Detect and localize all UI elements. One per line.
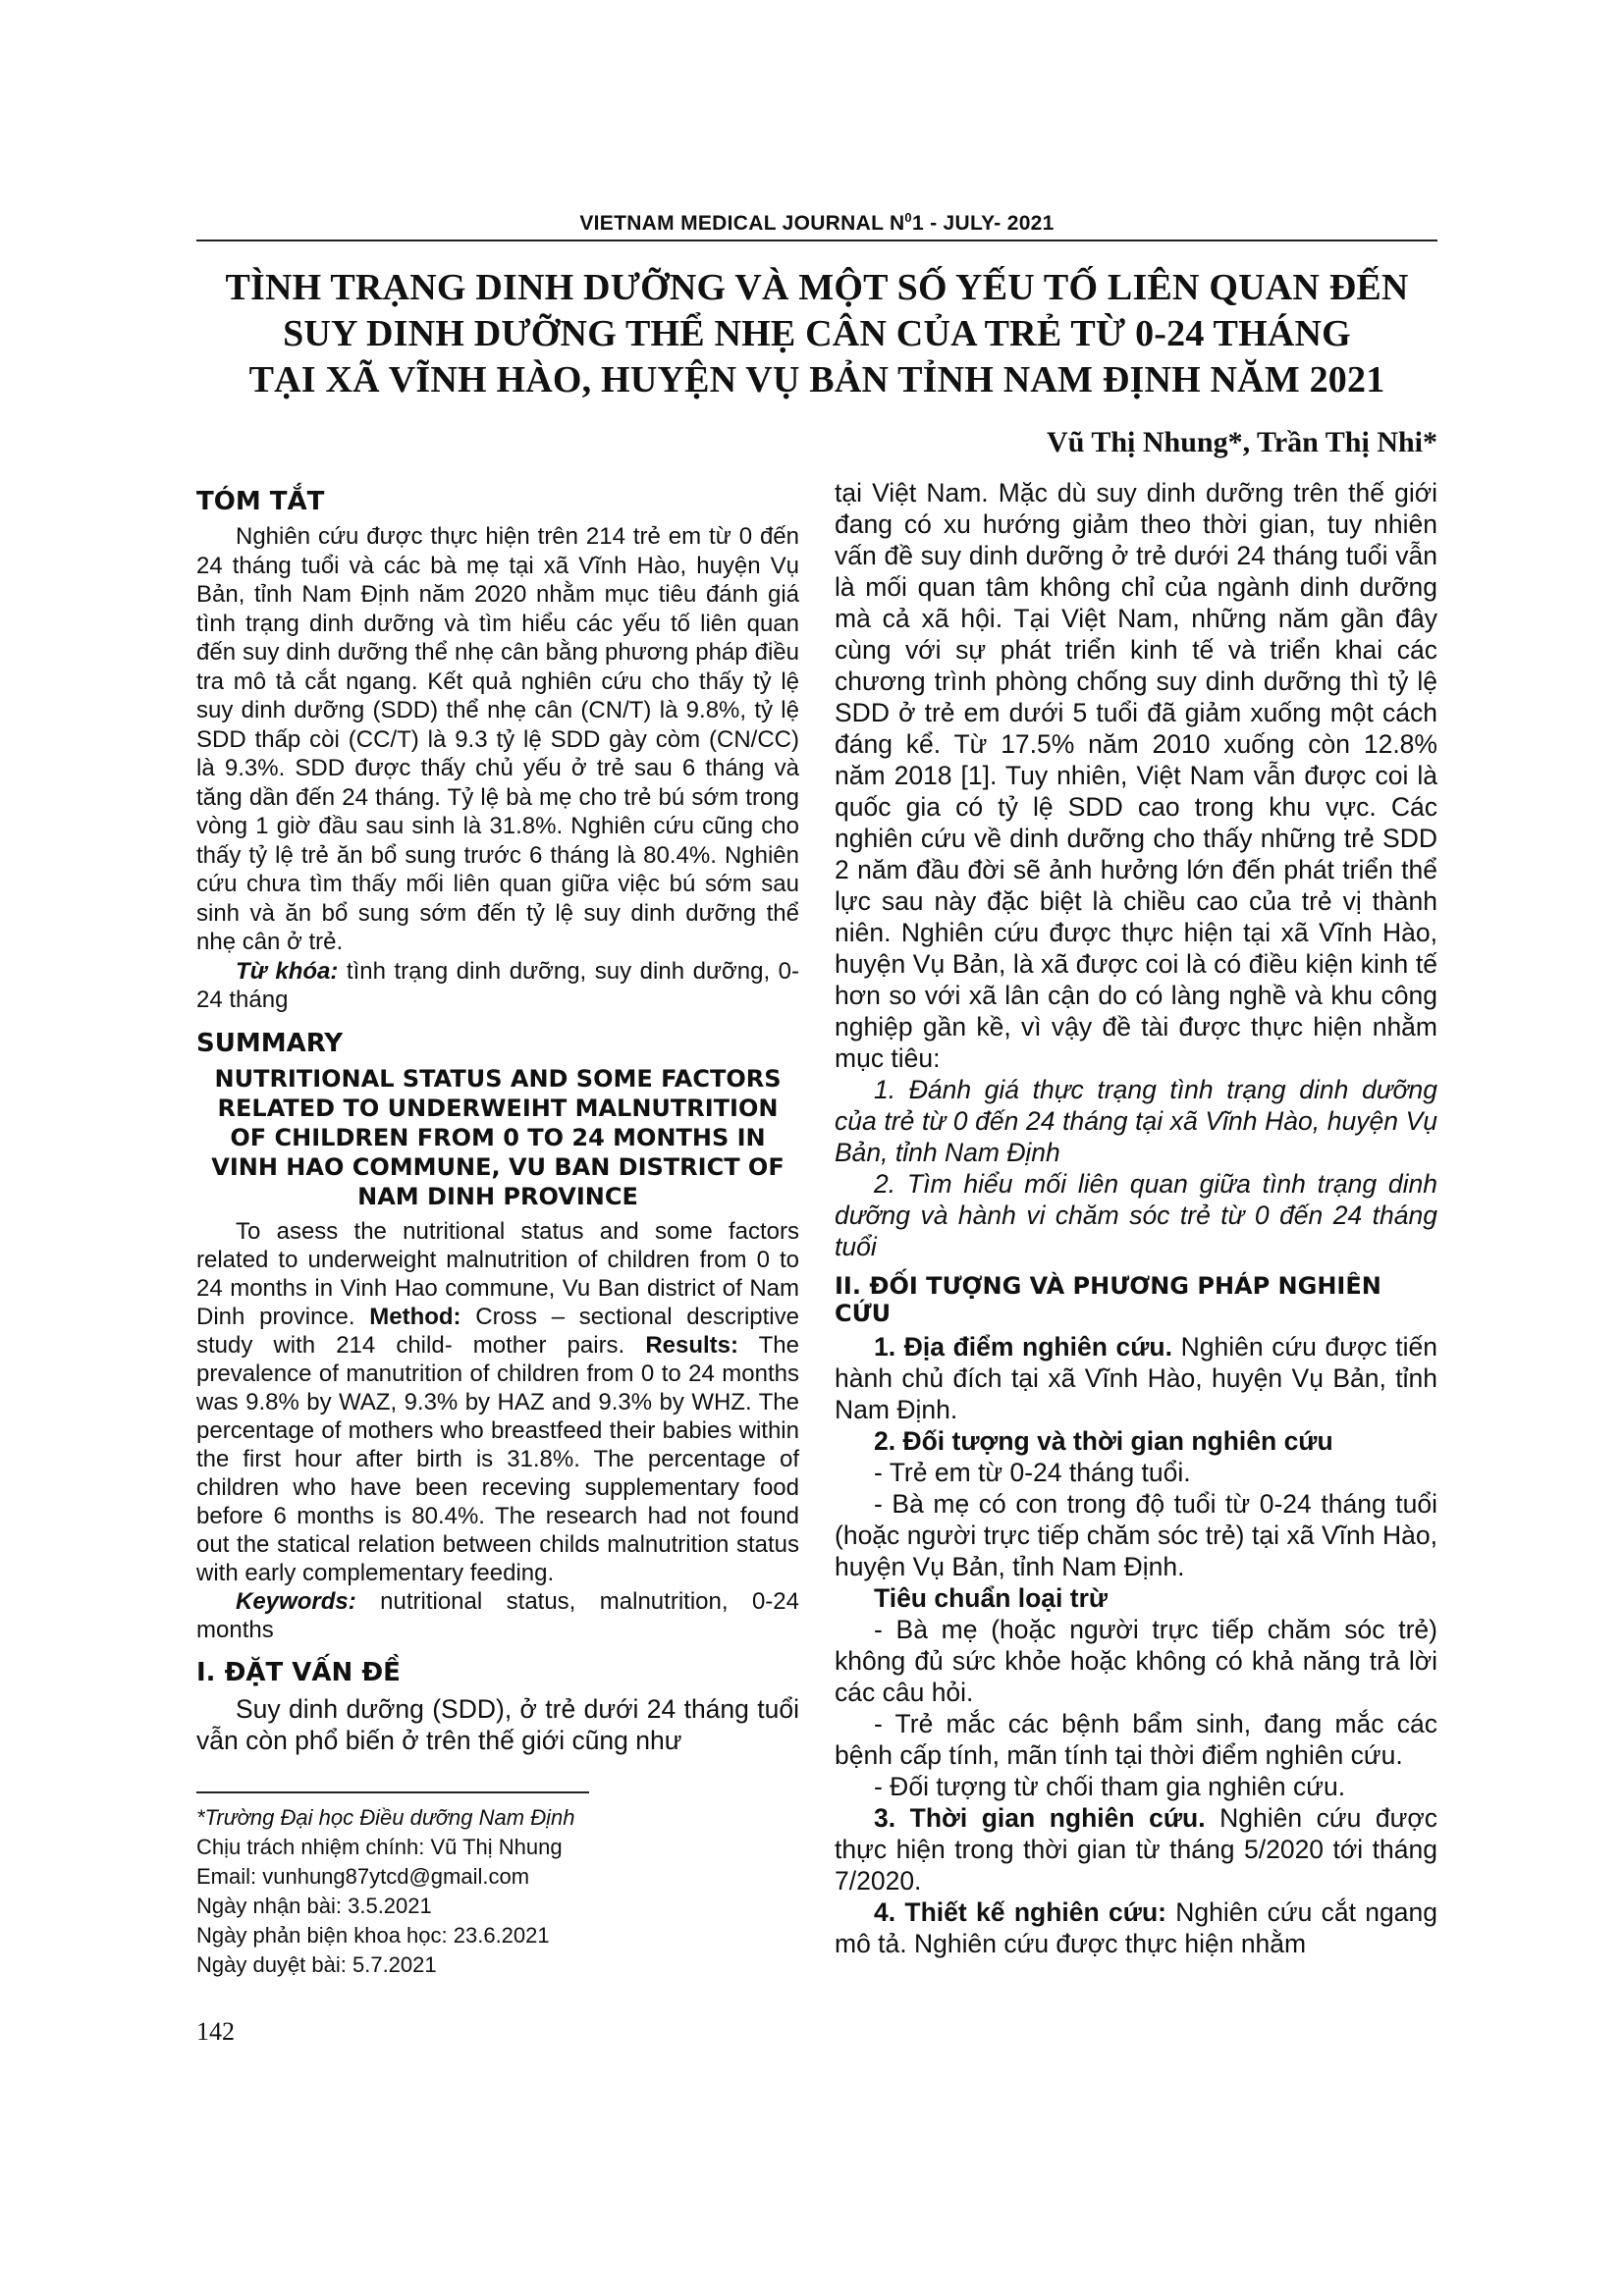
s2-design-text: Nghiên cứu cắt ngang mô tả. Nghiên cứu được thực hiện nhằm [835, 1897, 1437, 1958]
footnote-rule [196, 1791, 589, 1793]
footnote-accepted: Ngày duyệt bài: 5.7.2021 [196, 1951, 437, 1977]
page-number: 142 [196, 2017, 235, 2046]
summary-intro: To asess the nutritional status and some factors related to underweight malnutrition of children from 0 to 24 months in Vinh Hao commune, Vu Ban district of Nam Dinh province. [196, 1217, 799, 1330]
abstract-vn-body: Nghiên cứu được thực hiện trên 214 trẻ em từ 0 đến 24 tháng tuổi và các bà mẹ tại xã Vĩnh Hào, huyện Vụ Bản, tỉnh Nam Định năm 2020 nhằm mục tiêu đánh giá tình trạng dinh dưỡng và tìm hiểu các yếu tố liên quan đến suy dinh dưỡng thể nhẹ cân bằng phương pháp điều tra mô tả cắt ngang. Kết quả nghiên cứu cho thấy tỷ lệ suy dinh dưỡng (SDD) thể nhẹ cân (CN/T) là 9.8%, tỷ lệ SDD thấp còi (CC/T) là 9.3 tỷ lệ SDD gày còm (CN/CC) là 9.3%. SDD được thấy chủ yếu ở trẻ sau 6 tháng và tăng dần đến 24 tháng. Tỷ lệ bà mẹ cho trẻ bú sớm trong vòng 1 giờ đầu sau sinh là 31.8%. Nghiên cứu cũng cho thấy tỷ lệ trẻ ăn bổ sung trước 6 tháng là 80.4%. Nghiên cứu chưa tìm thấy mối liên quan giữa việc bú sớm sau sinh và ăn bổ sung sớm đến tỷ lệ suy dinh dưỡng thể nhẹ cân ở trẻ. [196, 523, 799, 955]
s2-subject-item-1: - Trẻ em từ 0-24 tháng tuổi. [874, 1458, 1191, 1487]
title-line-1: TÌNH TRẠNG DINH DƯỠNG VÀ MỘT SỐ YẾU TỐ LIÊN QUAN ĐẾN [225, 267, 1409, 308]
results-label: Results: [645, 1331, 738, 1359]
section1-para-start: Suy dinh dưỡng (SDD), ở trẻ dưới 24 tháng tuổi vẫn còn phổ biến ở trên thế giới cũng như [196, 1693, 799, 1755]
s2-location-text: Nghiên cứu được tiến hành chủ đích tại xã Vĩnh Hào, huyện Vụ Bản, tỉnh Nam Định. [835, 1332, 1437, 1424]
footnote-affiliation: *Trường Đại học Điều dưỡng Nam Định [196, 1804, 575, 1830]
s2-subjects-label: 2. Đối tượng và thời gian nghiên cứu [874, 1426, 1333, 1456]
s2-subject-item-2: - Bà mẹ có con trong độ tuổi từ 0-24 tháng tuổi (hoặc người trực tiếp chăm sóc trẻ) tại xã Vĩnh Hào, huyện Vụ Bản, tỉnh Nam Định. [835, 1489, 1437, 1581]
section1-heading: I. ĐẶT VẤN ĐỀ [196, 1657, 401, 1687]
summary-title: NUTRITIONAL STATUS AND SOME FACTORS RELATED TO UNDERWEIHT MALNUTRITION OF CHILDREN FROM 0 TO 24 MONTHS IN VINH HAO COMMUNE, VU BAN DISTRICT OF NAM DINH PROVINCE [211, 1064, 785, 1210]
title-line-2: SUY DINH DƯỠNG THỂ NHẸ CÂN CỦA TRẺ TỪ 0-24 THÁNG [283, 313, 1351, 354]
method-label: Method: [369, 1303, 461, 1330]
summary-keywords [196, 1587, 799, 1644]
right-column [835, 477, 1437, 1959]
s2-design [835, 1896, 1437, 1959]
section1-para-cont: tại Việt Nam. Mặc dù suy dinh dưỡng trên thế giới đang có xu hướng giảm theo thời gian, tuy nhiên vấn đề suy dinh dưỡng ở trẻ dưới 24 tháng tuổi vẫn là mối quan tâm không chỉ của ngành dinh dưỡng mà cả xã hội. Tại Việt Nam, những năm gần đây cùng với sự phát triển kinh tế và triển khai các chương trình phòng chống suy dinh dưỡng thì tỷ lệ SDD ở trẻ em dưới 5 tuổi đã giảm xuống một cách đáng kể. Từ 17.5% năm 2010 xuống còn 12.8% năm 2018 [1]. Tuy nhiên, Việt Nam vẫn được coi là quốc gia có tỷ lệ SDD cao trong khu vực. Các nghiên cứu về dinh dưỡng cho thấy những trẻ SDD 2 năm đầu đời sẽ ảnh hưởng lớn đến phát triển thể lực sau này đặc biệt là chiều cao của trẻ vị thành niên. Nghiên cứu được thực hiện tại xã Vĩnh Hào, huyện Vụ Bản, là xã được coi là có điều kiện kinh tế hơn so với xã lân cận do có làng nghề và khu công nghiệp gần kề, vì vậy đề tài được thực hiện nhằm mục tiêu: [835, 478, 1437, 1073]
journal-issue: 1 - JULY- 2021 [911, 212, 1055, 235]
keywords-vn-text: tình trạng dinh dưỡng, suy dinh dưỡng, 0-24 tháng [196, 957, 800, 1013]
section2-heading: II. ĐỐI TƯỢNG VÀ PHƯƠNG PHÁP NGHIÊN CỨU [835, 1272, 1381, 1327]
results-text: The prevalence of manutrition of children from 0 to 24 months was 9.8% by WAZ, 9.3% by HAZ and 9.3% by WHZ. The percentage of mothers who breastfeed their babies within the first hour after birth is 31.8%. The percentage of children who have been receving supplementary food before 6 months is 80.4%. The research had not found out the statical relation between childs malnutrition status with early complementary feeding. [196, 1331, 800, 1586]
keywords-en-text: nutritional status, malnutrition, 0-24 months [196, 1587, 799, 1643]
footnote-responsible: Chịu trách nhiệm chính: Vũ Thị Nhung [196, 1834, 563, 1859]
authors: Vũ Thị Nhung*, Trần Thị Nhi* [1047, 426, 1437, 458]
footnote-received: Ngày nhận bài: 3.5.2021 [196, 1893, 432, 1918]
summary-body [196, 1217, 799, 1587]
footnote-reviewed: Ngày phản biện khoa học: 23.6.2021 [196, 1922, 550, 1948]
s2-design-label: 4. Thiết kế nghiên cứu: [874, 1897, 1166, 1927]
s2-location-label: 1. Địa điểm nghiên cứu. [874, 1332, 1172, 1362]
footnote-email: Email: vunhung87ytcd@gmail.com [196, 1863, 530, 1889]
exclusion-item-1: - Bà mẹ (hoặc người trực tiếp chăm sóc trẻ) không đủ sức khỏe hoặc không có khả năng trả lời các câu hỏi. [835, 1615, 1437, 1707]
keywords-en-label: Keywords: [236, 1587, 356, 1615]
s2-time [835, 1802, 1437, 1896]
journal-name: VIETNAM MEDICAL JOURNAL N [579, 212, 905, 235]
abstract-vn-heading: TÓM TẮT [196, 487, 325, 516]
summary-heading: SUMMARY [196, 1028, 344, 1058]
keywords-vn-label: Từ khóa: [236, 957, 339, 985]
running-header [196, 210, 1437, 236]
objective-2: 2. Tìm hiểu mối liên quan giữa tình trạng dinh dưỡng và hành vi chăm sóc trẻ từ 0 đến 24 tháng tuổi [835, 1169, 1437, 1261]
exclusion-label: Tiêu chuẩn loại trừ [874, 1583, 1109, 1613]
journal-number-sup: 0 [904, 210, 912, 225]
header-rule [196, 240, 1437, 241]
method-text: Cross – sectional descriptive study with 214 child- mother pairs. [196, 1303, 799, 1359]
exclusion-item-3: - Đối tượng từ chối tham gia nghiên cứu. [874, 1772, 1346, 1801]
objective-1: 1. Đánh giá thực trạng tình trạng dinh dưỡng của trẻ từ 0 đến 24 tháng tại xã Vĩnh Hào, huyện Vụ Bản, tỉnh Nam Định [835, 1075, 1437, 1167]
title-line-3: TẠI XÃ VĨNH HÀO, HUYỆN VỤ BẢN TỈNH NAM ĐỊNH NĂM 2021 [248, 359, 1385, 400]
left-column [196, 481, 799, 1980]
exclusion-item-2: - Trẻ mắc các bệnh bẩm sinh, đang mắc các bệnh cấp tính, mãn tính tại thời điểm nghiên cứu. [835, 1709, 1437, 1770]
abstract-vn-keywords [196, 957, 799, 1015]
s2-time-text: Nghiên cứu được thực hiện trong thời gian từ tháng 5/2020 tới tháng 7/2020. [835, 1803, 1437, 1896]
s2-time-label: 3. Thời gian nghiên cứu. [874, 1803, 1206, 1833]
article-title [196, 265, 1437, 403]
s2-location [835, 1331, 1437, 1425]
